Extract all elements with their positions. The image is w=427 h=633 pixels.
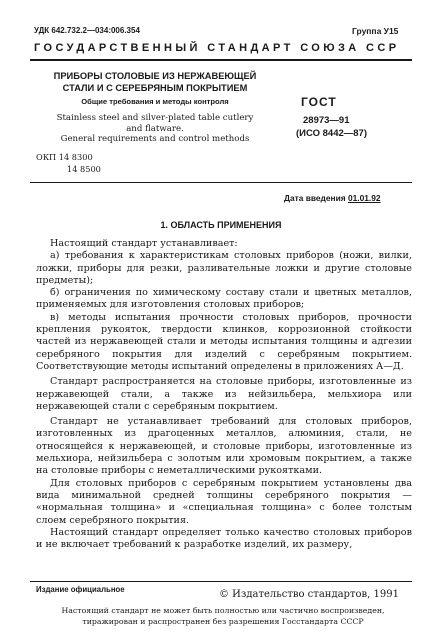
paragraph-item-b: б) ограничения по химическому составу стали и цветных металлов, применяемых для изготовления столовых приборов; <box>36 287 412 311</box>
paragraph-intro: Настоящий стандарт устанавливает: <box>50 238 238 249</box>
footer-rule <box>30 581 412 582</box>
udk-code: УДК 642.732.2—034:006.354 <box>34 26 140 35</box>
gost-number: 28973—91 <box>303 115 350 126</box>
paragraph-exclusions: Стандарт не устанавливает требований для столовых приборов, изготовленных из драгоценных металлов, алюминия, стали, не относящейся к нержавеющей, и столовые приборы, изготовленные из мельхиора, нейзильбера с золотым или хромовым покрытием, а также на столовые приборы с неметаллическими рукоятками. <box>36 416 412 477</box>
body-text <box>36 238 412 551</box>
introduction-date <box>284 193 381 203</box>
english-title-line-3: General requirements and control methods <box>60 134 250 144</box>
title-line-2: СТАЛИ И С СЕРЕБРЯНЫМ ПОКРЫТИЕМ <box>62 83 248 93</box>
notice-line-2: тиражирован и распространен без разрешения Госстандарта СССР <box>82 616 364 626</box>
group-code: Группа У15 <box>352 26 399 36</box>
paragraph-silver-thickness: Для столовых приборов с серебряным покрытием установлены два вида минимальной средней толщины серебряного покрытия — «нормальная толщина» и «специальная толщина» с более толстым слоем серебряного покрытия. <box>36 477 412 526</box>
notice-line-1: Настоящий стандарт не может быть полностью или частично воспроизведен, <box>61 606 385 615</box>
edition-label: Издание официальное <box>36 585 125 594</box>
document-title <box>36 70 274 94</box>
section-title: 1. ОБЛАСТЬ ПРИМЕНЕНИЯ <box>160 220 282 230</box>
copyright-notice: © Издательство стандартов, 1991 <box>219 589 399 600</box>
introduction-date-label: Дата введения <box>284 193 346 203</box>
paragraph-scope: Стандарт распространяется на столовые приборы, изготовленные из нержавеющей стали, а также из нейзильбера, мельхиора или нержавеющей стали с серебряным покрытием. <box>36 376 412 412</box>
paragraph-quality: Настоящий стандарт определяет только качество столовых приборов и не включает требований к разработке изделий, их размеру, <box>36 526 412 551</box>
top-rule <box>30 59 412 61</box>
english-title-line-2: and flatware. <box>126 123 184 134</box>
okp-code: ОКП 14 8300 <box>36 152 93 162</box>
paragraph-item-a: а) требования к характеристикам столовых приборов (ножи, вилки, ложки, приборы для резки, разливательные ложки и другие столовые предметы); <box>36 250 412 286</box>
okp-code-second: 14 8500 <box>67 164 101 174</box>
title-line-1: ПРИБОРЫ СТОЛОВЫЕ ИЗ НЕРЖАВЕЮЩЕЙ <box>53 71 257 81</box>
english-title <box>36 113 274 145</box>
document-subtitle: Общие требования и методы контроля <box>81 97 229 106</box>
middle-rule <box>30 182 412 183</box>
reproduction-notice <box>34 606 412 627</box>
english-title-line-1: Stainless steel and silver-plated table cutlery <box>56 113 254 123</box>
gost-label: ГОСТ <box>301 95 337 109</box>
introduction-date-value: 01.01.92 <box>347 193 381 203</box>
standard-heading: ГОСУДАРСТВЕННЫЙ СТАНДАРТ СОЮЗА ССР <box>34 42 400 54</box>
iso-reference: (ИСО 8442—87) <box>296 128 368 139</box>
paragraph-item-c: в) методы испытания прочности столовых приборов, прочности крепления рукояток, твердости клинков, коррозионной стойкости частей из нержавеющей стали и методы испытания толщины и адгезии серебряного покрытия для изделий с серебряным покрытием. Соответствующие методы испытаний определены в приложениях А—Д. <box>36 311 412 372</box>
